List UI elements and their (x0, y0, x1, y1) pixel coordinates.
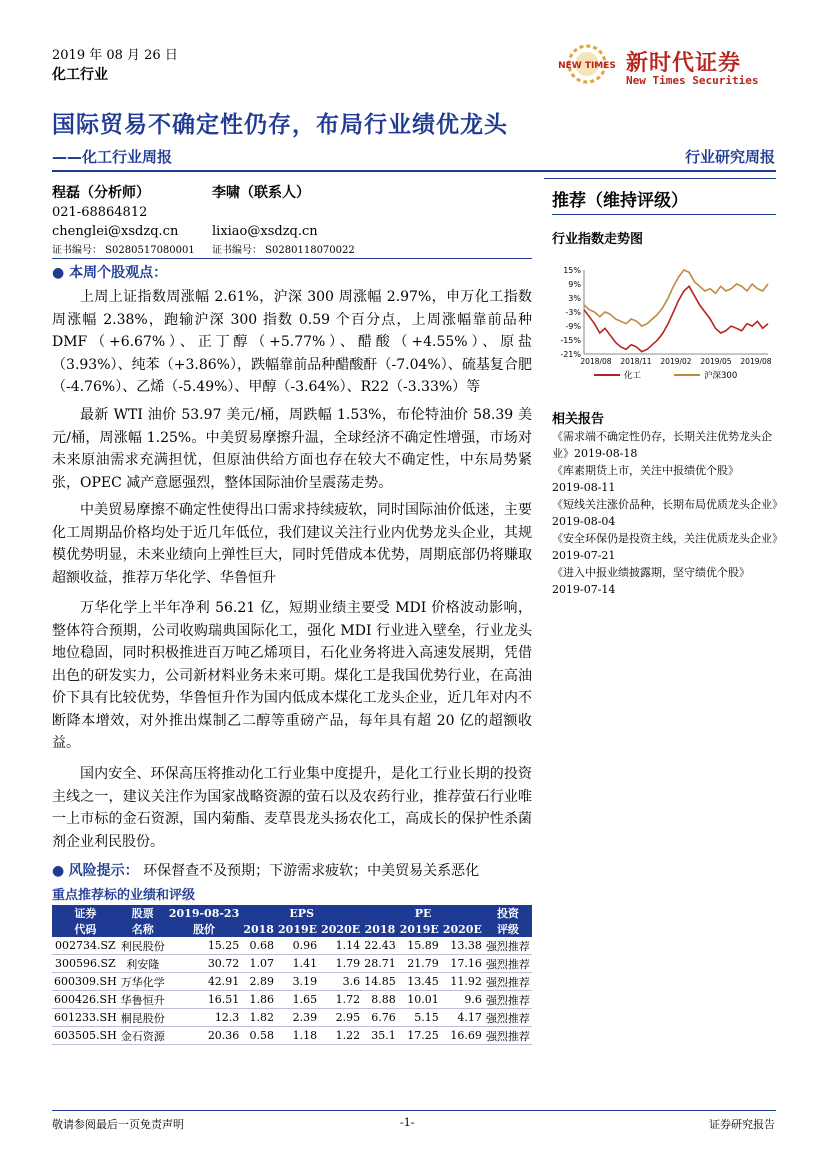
td-eps-2018: 0.68 (241, 937, 276, 955)
td-pe-2019e: 21.79 (398, 955, 441, 973)
td-name: 华鲁恒升 (119, 991, 167, 1009)
header-divider (52, 170, 776, 172)
analyst-name: 程磊（分析师） (52, 185, 150, 201)
td-code: 600309.SH (52, 973, 119, 991)
td-pe-2020e: 4.17 (441, 1009, 484, 1027)
series-line-0 (584, 286, 768, 351)
td-rating: 强烈推荐 (484, 973, 532, 991)
footer-disclaimer[interactable]: 敬请参阅最后一页免责声明 (52, 1118, 184, 1131)
footer-divider (52, 1110, 776, 1111)
td-eps-2019e: 2.39 (276, 1009, 319, 1027)
contact-email: lixiao@xsdzq.cn (212, 224, 318, 239)
td-price: 30.72 (167, 955, 242, 973)
td-rating: 强烈推荐 (484, 991, 532, 1009)
table-row (52, 973, 532, 991)
td-eps-2020e: 1.72 (319, 991, 362, 1009)
td-pe-2020e: 9.6 (441, 991, 484, 1009)
x-tick-label: 2018/11 (620, 357, 652, 366)
paragraph-3: 中美贸易摩擦不确定性使得出口需求持续疲软，同时国际油价低迷，主要化工周期品价格均处于近几年低位，我们建议关注行业内优势龙头企业，其规模优势明显，未来业绩向上弹性巨大，同时凭借成本优势，周期底部仍将赚取超额收益，推荐万华化学、华鲁恒升 (52, 502, 532, 586)
analyst-divider (52, 258, 532, 259)
related-item-title[interactable]: 《短线关注涨价品种，长期布局优质龙头企业》 (552, 498, 783, 511)
related-reports (552, 428, 783, 598)
x-tick-label: 2018/08 (580, 357, 612, 366)
report-title: 国际贸易不确定性仍存，布局行业绩优龙头 (52, 112, 508, 138)
page-number: -1- (400, 1116, 415, 1129)
table-header-row (52, 905, 532, 921)
analyst-email: chenglei@xsdzq.cn (52, 224, 179, 239)
td-pe-2019e: 5.15 (398, 1009, 441, 1027)
table-title: 重点推荐标的业绩和评级 (52, 888, 196, 903)
td-code: 600426.SH (52, 991, 119, 1009)
risk-note (52, 860, 479, 880)
contact-phone (212, 203, 355, 222)
th-date: 2019-08-23 (167, 905, 242, 921)
th-pe-2018: 2018 (362, 921, 398, 937)
td-rating: 强烈推荐 (484, 1009, 532, 1027)
y-tick-label: -21% (560, 350, 581, 359)
th-rating-top: 投资 (484, 905, 532, 921)
th-name: 名称 (119, 921, 167, 937)
paragraph-5: 国内安全、环保高压将推动化工行业集中度提升，是化工行业长期的投资主线之一，建议关注作为国家战略资源的萤石以及农药行业，推荐萤石行业唯一上市标的金石资源，国内菊酯、麦草畏龙头扬农化工，高成长的保护性杀菌剂企业利民股份。 (52, 766, 532, 850)
td-code: 601233.SH (52, 1009, 119, 1027)
td-eps-2019e: 1.18 (276, 1027, 319, 1045)
related-item-date: 2019-08-11 (552, 481, 616, 494)
table-row (52, 955, 532, 973)
x-tick-label: 2019/08 (740, 357, 772, 366)
td-pe-2018: 8.88 (362, 991, 398, 1009)
td-eps-2019e: 0.96 (276, 937, 319, 955)
td-price: 20.36 (167, 1027, 242, 1045)
td-price: 16.51 (167, 991, 242, 1009)
th-eps-2018: 2018 (241, 921, 276, 937)
related-item-title[interactable]: 《进入中报业绩披露期，坚守绩优个股》 (552, 566, 750, 579)
logo-mark-icon (556, 42, 618, 90)
td-price: 15.25 (167, 937, 242, 955)
th-eps: EPS (241, 905, 362, 921)
section-heading (52, 262, 167, 282)
table-row (52, 991, 532, 1009)
table-row (52, 1009, 532, 1027)
y-tick-label: 9% (568, 280, 581, 289)
legend-label: 化工 (624, 371, 642, 381)
td-rating: 强烈推荐 (484, 955, 532, 973)
th-rating: 评级 (484, 921, 532, 937)
y-tick-label: 3% (568, 294, 581, 303)
td-eps-2020e: 1.79 (319, 955, 362, 973)
td-pe-2019e: 17.25 (398, 1027, 441, 1045)
analyst-cert: 证书编号： S0280517080001 (52, 245, 195, 256)
td-pe-2020e: 16.69 (441, 1027, 484, 1045)
y-tick-label: -3% (565, 308, 581, 317)
td-pe-2018: 22.43 (362, 937, 398, 955)
x-tick-label: 2019/02 (660, 357, 692, 366)
contact-name: 李啸（联系人） (212, 185, 310, 201)
td-eps-2018: 2.89 (241, 973, 276, 991)
report-subtitle: ——化工行业周报 (52, 148, 173, 166)
logo-mark-text: NEW TIMES (558, 61, 616, 71)
logo-english-name: New Times Securities (626, 74, 759, 87)
th-name-top: 股票 (119, 905, 167, 921)
td-rating: 强烈推荐 (484, 937, 532, 955)
chart-title: 行业指数走势图 (552, 232, 644, 247)
section-heading-text: 本周个股观点： (69, 265, 168, 281)
td-code: 603505.SH (52, 1027, 119, 1045)
related-item[interactable] (552, 564, 778, 598)
analyst-phone: 021-68864812 (52, 205, 148, 220)
td-rating: 强烈推荐 (484, 1027, 532, 1045)
logo-chinese-name: 新时代证券 (626, 51, 742, 76)
company-logo (556, 42, 776, 92)
index-trend-chart (552, 262, 776, 388)
td-eps-2020e: 2.95 (319, 1009, 362, 1027)
y-tick-label: -9% (565, 322, 581, 331)
td-price: 12.3 (167, 1009, 242, 1027)
table-row (52, 1027, 532, 1045)
table-subheader-row (52, 921, 532, 937)
related-item-title[interactable]: 《库素期货上市，关注中报绩优个股》 (552, 464, 739, 477)
related-item[interactable] (552, 462, 778, 496)
y-tick-label: -15% (560, 336, 581, 345)
td-pe-2020e: 17.16 (441, 955, 484, 973)
contact-cert: 证书编号： S0280118070022 (212, 245, 355, 256)
th-eps-2020e: 2020E (319, 921, 362, 937)
th-code-top: 证券 (52, 905, 119, 921)
td-eps-2020e: 1.22 (319, 1027, 362, 1045)
th-eps-2019e: 2019E (276, 921, 319, 937)
paragraph-1: 上周上证指数周涨幅 2.61%，沪深 300 周涨幅 2.97%，申万化工指数周涨幅 2.38%，跑输沪深 300 指数 0.59 个百分点，上周涨幅靠前品种 DMF（+6.67%）、正丁醇（+5.77%）、醋酸（+4.55%）、原盐（3.93%）、纯苯（+3.86%），跌幅靠前品种醋酸酐（-7.04%）、硫基复合肥（-4.76%）、乙烯（-5.49%）、甲醇（-3.64%）、R22（-3.33%）等 (52, 289, 532, 395)
right-top-rule (544, 178, 776, 180)
td-pe-2019e: 15.89 (398, 937, 441, 955)
related-item-title[interactable]: 《需求端不确定性仍存，长期关注优势龙头企业》 (552, 430, 772, 460)
td-pe-2019e: 10.01 (398, 991, 441, 1009)
td-name: 利民股份 (119, 937, 167, 955)
related-item[interactable] (552, 530, 783, 564)
td-eps-2018: 1.82 (241, 1009, 276, 1027)
td-eps-2019e: 1.41 (276, 955, 319, 973)
report-date: 2019 年 08 月 26 日 (52, 48, 178, 63)
td-code: 002734.SZ (52, 937, 119, 955)
related-item-title[interactable]: 《安全环保仍是投资主线，关注优质龙头企业》 (552, 532, 783, 545)
y-tick-label: 15% (563, 266, 581, 275)
th-pe: PE (362, 905, 484, 921)
td-pe-2018: 14.85 (362, 973, 398, 991)
legend-label: 沪深300 (704, 371, 738, 381)
td-pe-2018: 6.76 (362, 1009, 398, 1027)
td-eps-2019e: 1.65 (276, 991, 319, 1009)
related-item-date: 2019-08-18 (574, 447, 638, 460)
related-item[interactable] (552, 428, 778, 462)
th-pe-2020e: 2020E (441, 921, 484, 937)
td-eps-2018: 0.58 (241, 1027, 276, 1045)
paragraph-4: 万华化学上半年净利 56.21 亿，短期业绩主要受 MDI 价格波动影响，整体符合预期，公司收购瑞典国际化工，强化 MDI 行业进入壁垒，行业龙头地位稳固，同时积极推进百万吨乙烯项目，石化业务将进入高速发展期，凭借出色的研发实力，公司新材料业务未来可期。煤化工是我国优势行业，在高油价下具有比较优势，华鲁恒升作为国内低成本煤化工龙头企业，近几年对内不断降本增效，对外推出煤制乙二醇等重磅产品，每年具有超 20 亿的超额收益。 (52, 600, 532, 751)
x-tick-label: 2019/05 (700, 357, 732, 366)
rating: 推荐（维持评级） (552, 191, 688, 211)
related-item-date: 2019-07-14 (552, 583, 616, 596)
td-eps-2020e: 1.14 (319, 937, 362, 955)
industry-label: 化工行业 (52, 67, 108, 83)
risk-label: 风险提示： (68, 863, 139, 879)
td-pe-2020e: 11.92 (441, 973, 484, 991)
report-type: 行业研究周报 (684, 148, 775, 166)
rating-divider (552, 214, 776, 215)
related-item-date: 2019-08-04 (552, 515, 616, 528)
related-item-date: 2019-07-21 (552, 549, 616, 562)
series-line-1 (584, 270, 768, 326)
td-code: 300596.SZ (52, 955, 119, 973)
td-pe-2020e: 13.38 (441, 937, 484, 955)
td-pe-2018: 28.71 (362, 955, 398, 973)
td-pe-2019e: 13.45 (398, 973, 441, 991)
contact-card (212, 184, 355, 260)
bullet-icon: ● (52, 863, 65, 879)
table-row (52, 937, 532, 955)
th-code: 代码 (52, 921, 119, 937)
recommendation-table (52, 905, 532, 1045)
risk-text: 环保督查不及预期；下游需求疲软；中美贸易关系恶化 (143, 863, 480, 879)
td-eps-2018: 1.86 (241, 991, 276, 1009)
td-eps-2019e: 3.19 (276, 973, 319, 991)
td-eps-2020e: 3.6 (319, 973, 362, 991)
footer-report-label: 证券研究报告 (709, 1118, 775, 1131)
analyst-card (52, 184, 195, 260)
th-price: 股价 (167, 921, 242, 937)
related-item[interactable] (552, 496, 783, 530)
td-name: 利安隆 (119, 955, 167, 973)
td-pe-2018: 35.1 (362, 1027, 398, 1045)
td-name: 桐昆股份 (119, 1009, 167, 1027)
td-price: 42.91 (167, 973, 242, 991)
bullet-icon: ● (52, 265, 65, 281)
paragraph-2: 最新 WTI 油价 53.97 美元/桶，周跌幅 1.53%，布伦特油价 58.39 美元/桶，周涨幅 1.25%。中美贸易摩擦升温，全球经济不确定性增强，市场对未来原油需求充满担忧，但原油供给方面也存在较大不确定性，中东局势紧张，OPEC 减产意愿强烈，整体国际油价呈震荡走势。 (52, 407, 532, 491)
td-name: 金石资源 (119, 1027, 167, 1045)
td-name: 万华化学 (119, 973, 167, 991)
th-pe-2019e: 2019E (398, 921, 441, 937)
related-title: 相关报告 (552, 412, 605, 427)
td-eps-2018: 1.07 (241, 955, 276, 973)
table-body (52, 937, 532, 1045)
